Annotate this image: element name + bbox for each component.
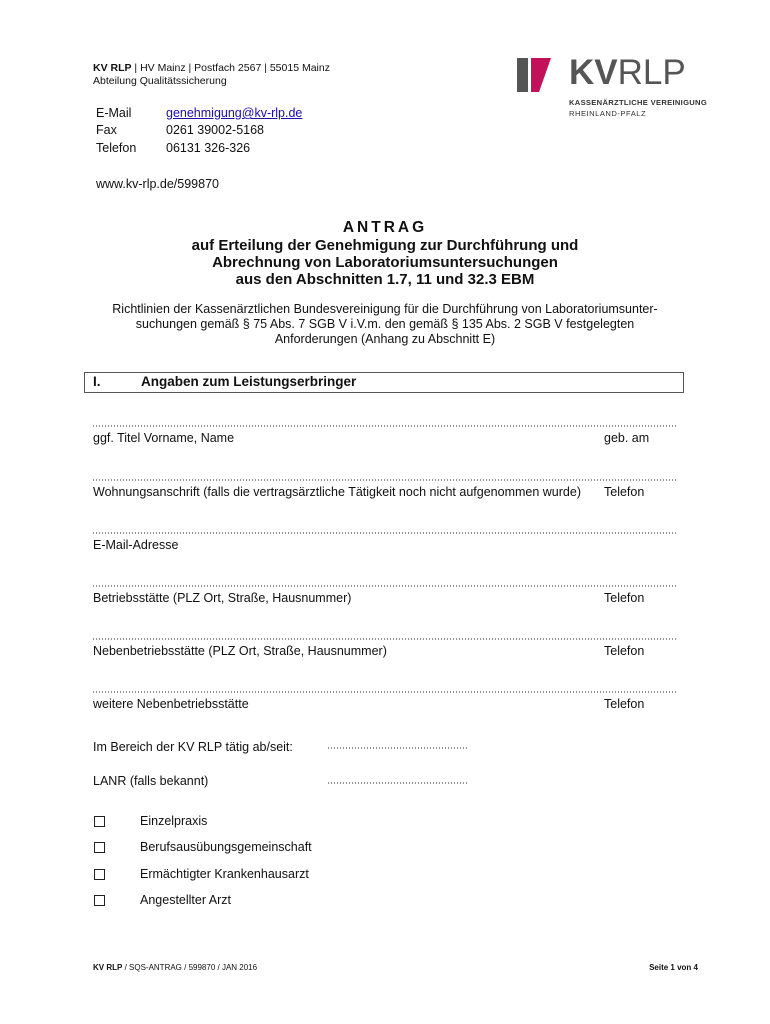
logo-mark-icon: [517, 58, 565, 92]
logo-brand-rlp: RLP: [617, 53, 686, 92]
contact-phone-value: 06131 326-326: [166, 141, 251, 155]
field-practice-input[interactable]: [92, 585, 677, 587]
document-subtitle-line1: auf Erteilung der Genehmigung zur Durchführung und: [191, 237, 579, 254]
footer-org: KV RLP: [93, 963, 123, 972]
field-secondary-practice-phone-label: Telefon: [604, 644, 645, 658]
sender-department: Abteilung Qualitätssicherung: [93, 75, 227, 87]
field-home-address-input[interactable]: [92, 479, 677, 481]
section-header: [84, 372, 684, 393]
document-title: ANTRAG: [342, 219, 428, 236]
section-title: Angaben zum Leistungserbringer: [141, 374, 357, 389]
footer-doc-code: / SQS-ANTRAG / 599870 / JAN 2016: [122, 963, 258, 972]
logo-brand: [569, 53, 686, 93]
checkbox-single-practice[interactable]: [94, 816, 105, 827]
contact-phone-row: [96, 140, 396, 157]
option-single-practice-label: Einzelpraxis: [140, 814, 208, 828]
footer-document-id: [93, 963, 257, 972]
document-subtitle-line3: aus den Abschnitten 1.7, 11 und 32.3 EBM: [235, 271, 535, 288]
logo-subtitle-2: RHEINLAND-PFALZ: [569, 109, 647, 118]
sender-address-line: | HV Mainz | Postfach 2567 | 55015 Mainz: [131, 62, 330, 74]
kv-active-label: Im Bereich der KV RLP tätig ab/seit:: [93, 740, 293, 754]
option-hospital-doctor-label: Ermächtigter Krankenhausarzt: [140, 867, 309, 881]
field-secondary-practice-input[interactable]: [92, 638, 677, 640]
field-home-phone-label: Telefon: [604, 485, 645, 499]
field-practice-phone-label: Telefon: [604, 591, 645, 605]
sender-address: [93, 62, 330, 75]
lanr-input[interactable]: [327, 782, 467, 784]
field-secondary-practice-label: Nebenbetriebsstätte (PLZ Ort, Straße, Hausnummer): [93, 644, 387, 658]
field-name-input[interactable]: [92, 425, 677, 427]
field-birthdate-label: geb. am: [604, 431, 650, 445]
contact-email-link[interactable]: genehmigung@kv-rlp.de: [166, 106, 303, 120]
field-home-address-label: Wohnungsanschrift (falls die vertragsärztliche Tätigkeit noch nicht aufgenommen wurde): [93, 485, 581, 499]
contact-fax-label: Fax: [96, 123, 117, 137]
footer-page-number: Seite 1 von 4: [649, 963, 698, 972]
contact-email-label: E-Mail: [96, 106, 132, 120]
field-name-label: ggf. Titel Vorname, Name: [93, 431, 235, 445]
kv-active-input[interactable]: [327, 747, 467, 749]
contact-fax-value: 0261 39002-5168: [166, 123, 265, 137]
field-email-label: E-Mail-Adresse: [93, 538, 179, 552]
intro-line3: Anforderungen (Anhang zu Abschnitt E): [274, 332, 496, 346]
document-subtitle-line2: Abrechnung von Laboratoriumsuntersuchungen: [212, 254, 558, 271]
logo-subtitle-1: KASSENÄRZTLICHE VEREINIGUNG: [569, 98, 708, 107]
lanr-label: LANR (falls bekannt): [93, 774, 209, 788]
option-joint-practice-label: Berufsausübungsgemeinschaft: [140, 840, 312, 854]
checkbox-hospital-doctor[interactable]: [94, 869, 105, 880]
field-further-practice-input[interactable]: [92, 691, 677, 693]
field-practice-label: Betriebsstätte (PLZ Ort, Straße, Hausnummer): [93, 591, 352, 605]
intro-line1: Richtlinien der Kassenärztlichen Bundesvereinigung für die Durchführung von Laboratoriumsunter-: [112, 302, 658, 316]
section-number: I.: [93, 374, 101, 389]
contact-phone-label: Telefon: [96, 141, 137, 155]
field-further-practice-label: weitere Nebenbetriebsstätte: [93, 697, 249, 711]
sender-org: KV RLP: [93, 62, 132, 74]
website-url: www.kv-rlp.de/599870: [96, 177, 219, 191]
contact-email-row: [96, 105, 396, 122]
contact-block: [96, 105, 396, 159]
checkbox-joint-practice[interactable]: [94, 842, 105, 853]
field-email-input[interactable]: [92, 532, 677, 534]
checkbox-employed-doctor[interactable]: [94, 895, 105, 906]
kvrlp-logo: [517, 53, 708, 127]
logo-brand-kv: KV: [569, 53, 618, 92]
field-further-practice-phone-label: Telefon: [604, 697, 645, 711]
contact-fax-row: [96, 122, 396, 139]
option-employed-doctor-label: Angestellter Arzt: [140, 893, 232, 907]
intro-line2: suchungen gemäß § 75 Abs. 7 SGB V i.V.m. den gemäß § 135 Abs. 2 SGB V festgelegten: [135, 317, 635, 331]
